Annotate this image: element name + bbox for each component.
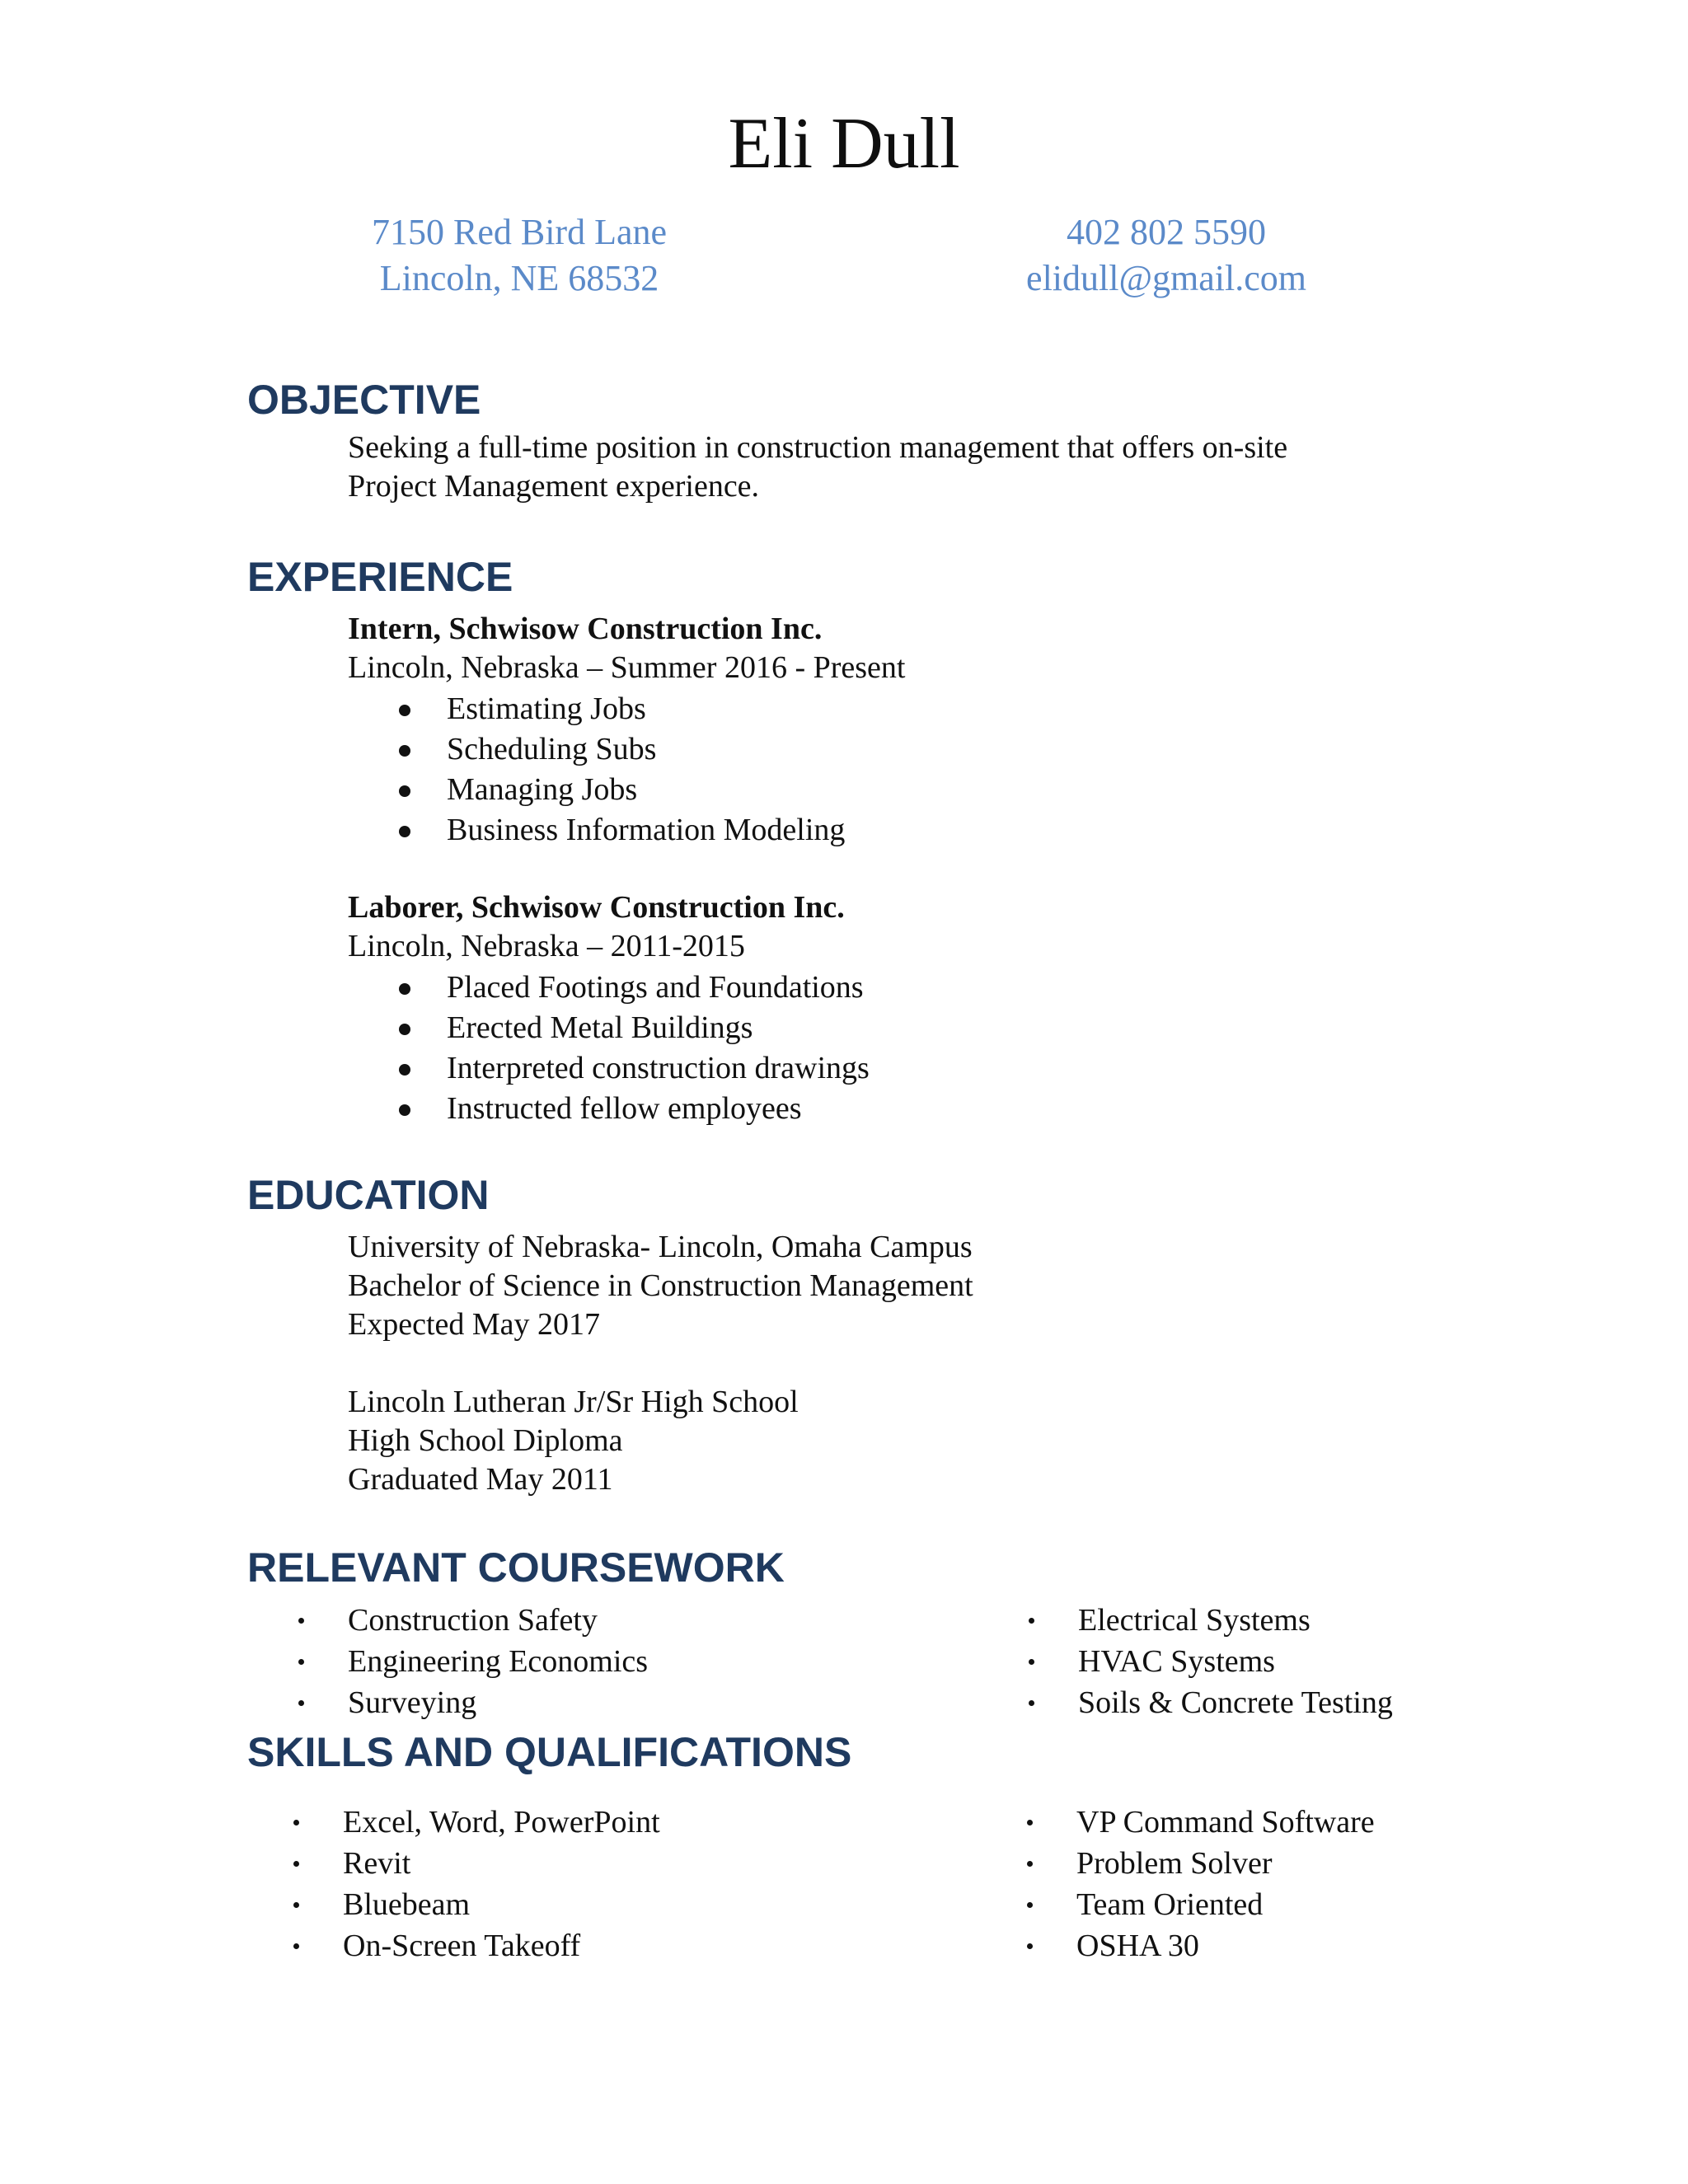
job-title: Laborer, Schwisow Construction Inc. bbox=[348, 890, 845, 925]
list-item: Bluebeam bbox=[293, 1884, 660, 1925]
job-title: Intern, Schwisow Construction Inc. bbox=[348, 612, 823, 646]
job-entry-laborer bbox=[348, 888, 845, 966]
address-city: Lincoln, NE 68532 bbox=[379, 258, 659, 298]
objective-line: Seeking a full-time position in construction management that offers on-site bbox=[348, 430, 1288, 465]
list-item: Excel, Word, PowerPoint bbox=[293, 1802, 660, 1843]
job-location-dates: Lincoln, Nebraska – 2011-2015 bbox=[348, 929, 745, 963]
list-item: Construction Safety bbox=[298, 1600, 648, 1641]
list-item: Instructed fellow employees bbox=[348, 1089, 870, 1129]
list-item: Revit bbox=[293, 1843, 660, 1884]
objective-text bbox=[348, 429, 1287, 506]
degree: High School Diploma bbox=[348, 1423, 623, 1458]
list-item: Engineering Economics bbox=[298, 1641, 648, 1682]
list-item: Scheduling Subs bbox=[348, 729, 845, 770]
job-duties-list bbox=[348, 968, 870, 1129]
skills-heading: SKILLS AND QUALIFICATIONS bbox=[247, 1729, 852, 1775]
job-duties-list bbox=[348, 689, 845, 851]
degree: Bachelor of Science in Construction Management bbox=[348, 1268, 973, 1303]
education-entry-university bbox=[348, 1228, 973, 1344]
objective-heading: OBJECTIVE bbox=[247, 377, 481, 423]
education-heading: EDUCATION bbox=[247, 1172, 490, 1218]
list-item: Placed Footings and Foundations bbox=[348, 968, 870, 1008]
skills-list-right bbox=[1027, 1802, 1375, 1966]
list-item: HVAC Systems bbox=[1029, 1641, 1393, 1682]
phone-number: 402 802 5590 bbox=[1067, 212, 1266, 252]
list-item: Business Information Modeling bbox=[348, 810, 845, 851]
list-item: Interpreted construction drawings bbox=[348, 1048, 870, 1089]
list-item: Surveying bbox=[298, 1682, 648, 1723]
list-item: On-Screen Takeoff bbox=[293, 1925, 660, 1966]
list-item: VP Command Software bbox=[1027, 1802, 1375, 1843]
list-item: Estimating Jobs bbox=[348, 689, 845, 729]
objective-line: Project Management experience. bbox=[348, 469, 760, 504]
school-name: University of Nebraska- Lincoln, Omaha Campus bbox=[348, 1230, 973, 1264]
coursework-list-left bbox=[298, 1600, 648, 1723]
job-entry-intern bbox=[348, 610, 905, 687]
list-item: Team Oriented bbox=[1027, 1884, 1375, 1925]
email-address[interactable]: elidull@gmail.com bbox=[1026, 258, 1306, 298]
graduation-date: Graduated May 2011 bbox=[348, 1462, 613, 1497]
education-entry-highschool bbox=[348, 1383, 799, 1499]
job-location-dates: Lincoln, Nebraska – Summer 2016 - Present bbox=[348, 650, 906, 685]
candidate-name: Eli Dull bbox=[728, 104, 960, 184]
skills-list-left bbox=[293, 1802, 660, 1966]
address-block bbox=[313, 209, 725, 302]
coursework-heading: RELEVANT COURSEWORK bbox=[247, 1544, 785, 1591]
address-street: 7150 Red Bird Lane bbox=[371, 212, 668, 252]
experience-heading: EXPERIENCE bbox=[247, 554, 513, 600]
coursework-list-right bbox=[1029, 1600, 1393, 1723]
school-name: Lincoln Lutheran Jr/Sr High School bbox=[348, 1385, 799, 1419]
list-item: Managing Jobs bbox=[348, 770, 845, 810]
list-item: OSHA 30 bbox=[1027, 1925, 1375, 1966]
contact-block bbox=[956, 209, 1376, 302]
list-item: Problem Solver bbox=[1027, 1843, 1375, 1884]
graduation-date: Expected May 2017 bbox=[348, 1307, 601, 1342]
list-item: Erected Metal Buildings bbox=[348, 1008, 870, 1048]
list-item: Soils & Concrete Testing bbox=[1029, 1682, 1393, 1723]
list-item: Electrical Systems bbox=[1029, 1600, 1393, 1641]
